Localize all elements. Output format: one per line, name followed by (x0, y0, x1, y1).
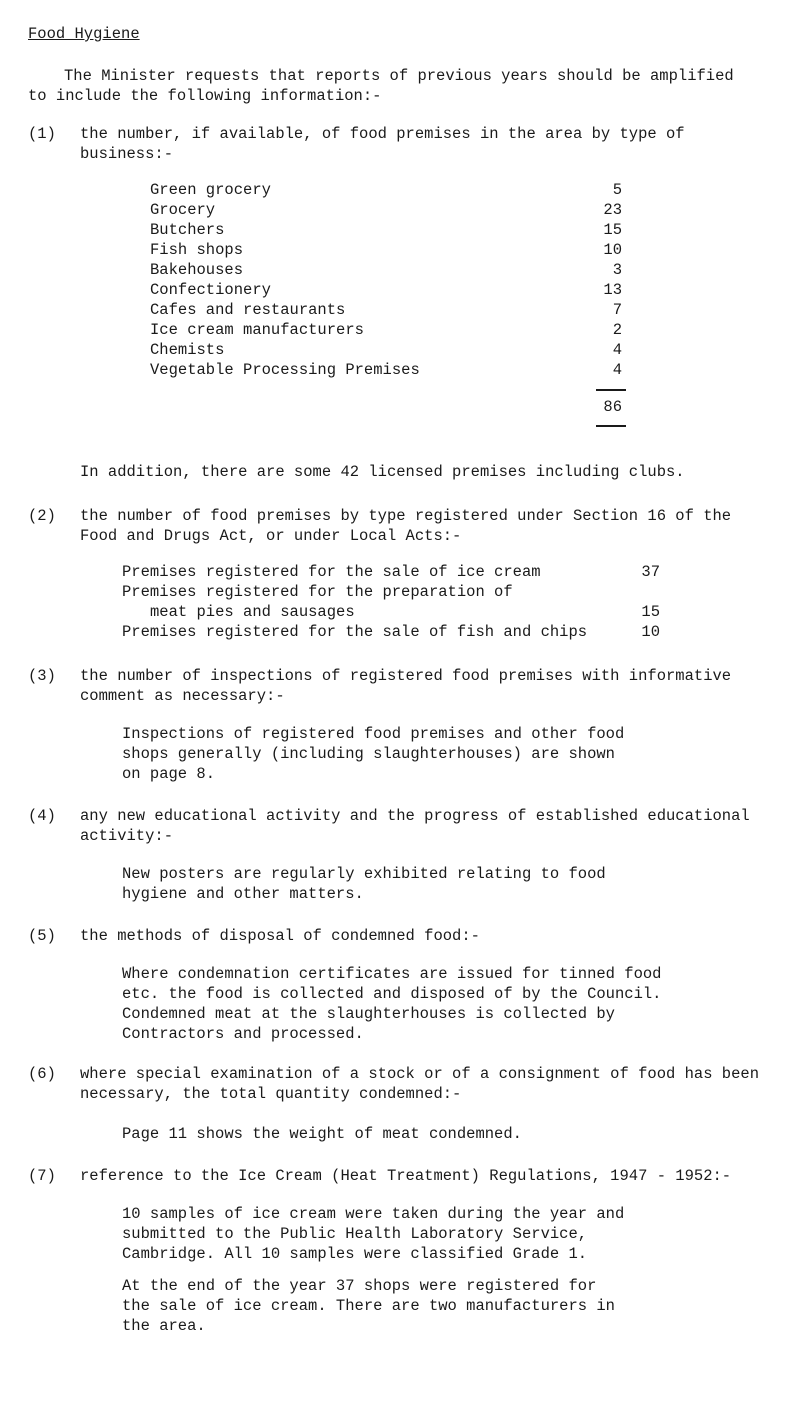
paragraph-line: New posters are regularly exhibited relating to food (122, 865, 606, 883)
table-label: Butchers (150, 221, 225, 239)
table-label: Chemists (150, 341, 225, 359)
item-text-line: the methods of disposal of condemned food:- (80, 927, 480, 945)
table-value: 4 (612, 361, 622, 379)
table-value: 23 (603, 201, 622, 219)
table-value (598, 582, 660, 602)
item-text (80, 506, 731, 546)
item-number: (6) (28, 1065, 56, 1083)
table-value: 7 (612, 301, 622, 319)
table-label: Confectionery (150, 281, 271, 299)
intro-paragraph (28, 66, 734, 106)
item-text-line: the number of inspections of registered food premises with informative (80, 667, 732, 685)
paragraph-line: the sale of ice cream. There are two manufacturers in (122, 1297, 615, 1315)
intro-line: to include the following information:- (28, 87, 382, 105)
table-label: Bakehouses (150, 261, 244, 279)
premises-type-labels (150, 180, 420, 380)
item-text (80, 1064, 759, 1104)
item-text-line: the number, if available, of food premises in the area by type of (80, 125, 685, 143)
paragraph-line: Contractors and processed. (122, 1025, 364, 1043)
item-text (80, 806, 750, 846)
paragraph-line: hygiene and other matters. (122, 885, 364, 903)
table-value: 15 (641, 603, 660, 621)
licensed-premises-note: In addition, there are some 42 licensed premises including clubs. (80, 463, 685, 481)
intro-line: The Minister requests that reports of previous years should be amplified (64, 67, 734, 85)
premises-count-values (560, 180, 622, 380)
item-text-line: where special examination of a stock or of a consignment of food has been (80, 1065, 760, 1083)
table-label: Cafes and restaurants (150, 301, 346, 319)
item-text-line: reference to the Ice Cream (Heat Treatment) Regulations, 1947 - 1952:- (80, 1167, 732, 1185)
item-text (80, 1166, 731, 1186)
table-label: Vegetable Processing Premises (150, 361, 420, 379)
item-paragraph (122, 1124, 522, 1144)
item-text (80, 124, 685, 164)
item-paragraph (122, 864, 606, 904)
table-label: Green grocery (150, 181, 271, 199)
item-paragraph (122, 1276, 615, 1336)
table-value: 10 (603, 241, 622, 259)
item-text-line: necessary, the total quantity condemned:- (80, 1085, 462, 1103)
item-number: (7) (28, 1167, 56, 1185)
item-number: (4) (28, 807, 56, 825)
total-value: 86 (603, 398, 622, 416)
table-value: 2 (612, 321, 622, 339)
registered-premises-labels (122, 562, 587, 642)
item-text-line: any new educational activity and the progress of established educational (80, 807, 750, 825)
table-label: Grocery (150, 201, 216, 219)
item-text-line: activity:- (80, 827, 174, 845)
paragraph-line: on page 8. (122, 765, 216, 783)
paragraph-line: submitted to the Public Health Laboratory Service, (122, 1225, 588, 1243)
paragraph-line: shops generally (including slaughterhouses) are shown (122, 745, 615, 763)
page-title: Food Hygiene (28, 25, 140, 43)
table-label: Premises registered for the preparation of (122, 583, 513, 601)
item-text-line: Food and Drugs Act, or under Local Acts:- (80, 527, 462, 545)
total-rule-bottom (596, 425, 626, 427)
paragraph-line: At the end of the year 37 shops were registered for (122, 1277, 597, 1295)
table-value: 4 (612, 341, 622, 359)
item-paragraph (122, 724, 624, 784)
item-number: (1) (28, 125, 56, 143)
table-label: Premises registered for the sale of fish and chips (122, 623, 588, 641)
paragraph-line: the area. (122, 1317, 206, 1335)
table-value: 37 (641, 563, 660, 581)
item-paragraph (122, 1204, 624, 1264)
total-rule-top (596, 389, 626, 391)
table-label: meat pies and sausages (150, 603, 355, 621)
item-text-line: comment as necessary:- (80, 687, 285, 705)
table-value: 3 (612, 261, 622, 279)
paragraph-line: Condemned meat at the slaughterhouses is collected by (122, 1005, 615, 1023)
table-label: Ice cream manufacturers (150, 321, 364, 339)
item-number: (2) (28, 507, 56, 525)
item-number: (3) (28, 667, 56, 685)
table-value: 13 (603, 281, 622, 299)
paragraph-line: Inspections of registered food premises and other food (122, 725, 625, 743)
item-text (80, 926, 480, 946)
item-text-line: business:- (80, 145, 174, 163)
paragraph-line: Page 11 shows the weight of meat condemned. (122, 1125, 522, 1143)
table-value: 10 (641, 623, 660, 641)
item-text-line: the number of food premises by type registered under Section 16 of the (80, 507, 732, 525)
registered-premises-values (598, 562, 660, 642)
paragraph-line: Where condemnation certificates are issued for tinned food (122, 965, 662, 983)
table-value: 5 (612, 181, 622, 199)
item-number: (5) (28, 927, 56, 945)
item-paragraph (122, 964, 662, 1044)
item-text (80, 666, 731, 706)
paragraph-line: Cambridge. All 10 samples were classified Grade 1. (122, 1245, 588, 1263)
paragraph-line: 10 samples of ice cream were taken during the year and (122, 1205, 625, 1223)
table-label: Premises registered for the sale of ice cream (122, 563, 541, 581)
paragraph-line: etc. the food is collected and disposed of by the Council. (122, 985, 662, 1003)
table-label: Fish shops (150, 241, 244, 259)
table-value: 15 (603, 221, 622, 239)
